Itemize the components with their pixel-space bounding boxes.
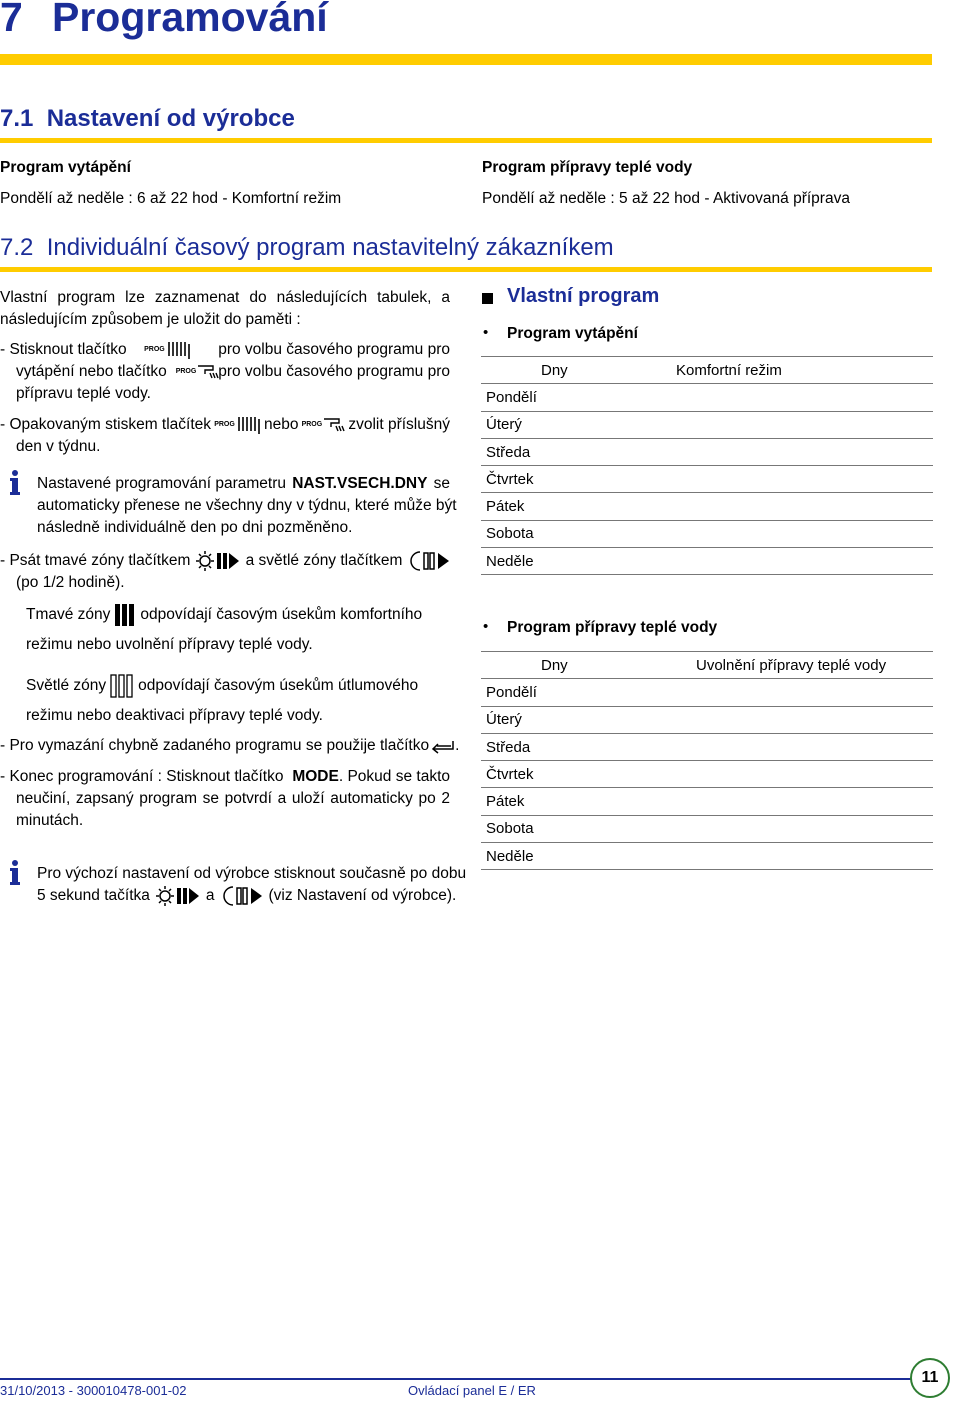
table-row [481, 493, 933, 520]
text: se [433, 475, 450, 492]
table-row [481, 815, 933, 842]
step-3-line-2: (po 1/2 hodině). [16, 574, 125, 591]
table-header-day: Dny [536, 357, 671, 384]
section-title: Individuální časový program nastavitelný zákazníkem [46, 234, 614, 261]
moon-light-zone-button-icon [408, 550, 450, 572]
footer-line [0, 1378, 918, 1380]
step-5-line-2: neučiní, zapsaný program se potvrdí a uloží automaticky po 2 [16, 790, 450, 807]
prog-label: PROG [214, 421, 235, 428]
table-row [481, 438, 933, 465]
intro-line-2: následujícím způsobem je uložit do paměti : [0, 311, 301, 328]
moon-light-zone-button-icon [221, 885, 263, 907]
prog-label: PROG [301, 421, 323, 428]
table-row [481, 548, 933, 575]
radiator-icon [167, 340, 191, 360]
text: - Opakovaným stiskem tlačítek [0, 416, 212, 433]
prog-heating-button-icon [214, 414, 261, 436]
square-bullet-icon [482, 293, 493, 304]
prog-label: PROG [175, 368, 197, 375]
step-4-line [0, 735, 459, 757]
day-cell[interactable]: Čtvrtek [481, 761, 933, 788]
text: zvolit příslušný [348, 416, 450, 433]
dark-zones-line-1 [26, 603, 422, 627]
dark-zones-line-2: režimu nebo uvolnění přípravy teplé vody. [26, 636, 313, 653]
step-2-line-1 [0, 414, 450, 436]
footer-doc-ref: 31/10/2013 - 300010478-001-02 [0, 1383, 187, 1398]
light-zone-bars-icon [110, 674, 134, 698]
step-2-line-2: den v týdnu. [16, 438, 101, 455]
section-number: 7.1 [0, 105, 34, 132]
note-1-line-3: následně individuálně den po dni pozměněno. [37, 519, 353, 536]
day-cell[interactable]: Sobota [481, 520, 933, 547]
note-2-line-2 [37, 885, 456, 907]
text: Světlé zóny [26, 677, 107, 694]
heating-schedule-table [481, 356, 933, 575]
note-2-line-1: Pro výchozí nastavení od výrobce stisknout současně po dobu [37, 865, 467, 882]
text: pro volbu časového programu pro [218, 341, 450, 358]
tap-icon [323, 415, 345, 435]
day-cell[interactable]: Úterý [481, 411, 933, 438]
text: pro volbu časového programu pro [218, 363, 450, 380]
text: - Psát tmavé zóny tlačítkem [0, 552, 191, 569]
dhw-schedule-table [481, 651, 933, 870]
text: - Stisknout tlačítko [0, 341, 127, 358]
text: . [455, 737, 460, 754]
day-cell[interactable]: Pondělí [481, 384, 933, 411]
chapter-title: Programování [52, 0, 328, 40]
bullet-icon: • [483, 324, 489, 341]
table-row [481, 733, 933, 760]
chapter-number: 7 [0, 0, 23, 40]
section-number: 7.2 [0, 234, 34, 261]
chapter-heading [0, 0, 328, 41]
sun-dark-zone-button-icon [156, 885, 200, 907]
day-cell[interactable]: Sobota [481, 815, 933, 842]
factory-heating-text: Pondělí až neděle : 6 až 22 hod - Komfortní režim [0, 190, 342, 207]
table-header-row [481, 652, 933, 679]
text: (viz Nastavení od výrobce). [268, 887, 457, 904]
day-cell[interactable]: Pátek [481, 788, 933, 815]
prog-heating-button-icon [144, 339, 191, 361]
day-cell[interactable]: Středa [481, 438, 933, 465]
text: vytápění nebo tlačítko [16, 363, 167, 380]
text: a [205, 887, 215, 904]
step-1-line-2 [16, 361, 450, 383]
text: nebo [263, 416, 299, 433]
text: odpovídají časovým úsekům útlumového [138, 677, 419, 694]
day-cell[interactable]: Neděle [481, 548, 933, 575]
return-erase-icon [429, 738, 455, 754]
light-zones-line-2: režimu nebo deaktivaci přípravy teplé vody. [26, 707, 323, 724]
chapter-accent-bar [0, 54, 932, 65]
light-zones-line-1 [26, 674, 418, 698]
prog-dhw-button-icon [176, 361, 220, 383]
heating-table-title: Program vytápění [507, 325, 638, 342]
table-header-row [481, 357, 933, 384]
table-row [481, 466, 933, 493]
table-row [481, 843, 933, 870]
table-row [481, 706, 933, 733]
section-accent-bar [0, 267, 932, 272]
step-1-line-3: přípravu teplé vody. [16, 385, 151, 402]
note-1-line-2: automaticky přenese ne všechny dny v týdnu, které může být [37, 497, 457, 514]
parameter-name: NAST.VSECH.DNY [292, 475, 428, 492]
section-7-2-heading [0, 234, 614, 262]
step-5-line-3: minutách. [16, 812, 84, 829]
info-icon [8, 860, 22, 891]
factory-dhw-text: Pondělí až neděle : 5 až 22 hod - Aktivovaná příprava [482, 190, 850, 207]
bullet-icon: • [483, 618, 489, 635]
radiator-icon [237, 415, 261, 435]
section-7-1-heading [0, 105, 295, 133]
text: Tmavé zóny [26, 606, 111, 623]
own-program-title: Vlastní program [507, 285, 660, 307]
table-row [481, 411, 933, 438]
table-header-spacer [481, 652, 536, 679]
text: odpovídají časovým úsekům komfortního [140, 606, 423, 623]
info-icon [8, 470, 22, 501]
prog-dhw-button-icon [302, 414, 346, 436]
table-row [481, 384, 933, 411]
table-row [481, 761, 933, 788]
dark-zone-bars-icon [114, 603, 136, 627]
text: Nastavené programování parametru [37, 475, 286, 492]
step-3-line-1 [0, 550, 450, 572]
section-title: Nastavení od výrobce [46, 105, 295, 132]
text: - Konec programování : Stisknout tlačítko [0, 768, 284, 785]
text: - Pro vymazání chybně zadaného programu se použije tlačítko [0, 737, 430, 754]
step-5-line-1 [0, 766, 450, 788]
factory-heating-title: Program vytápění [0, 159, 131, 176]
table-row [481, 788, 933, 815]
intro-line-1: Vlastní program lze zaznamenat do následujících tabulek, a [0, 289, 450, 306]
day-cell[interactable]: Pondělí [481, 679, 933, 706]
day-cell[interactable]: Čtvrtek [481, 466, 933, 493]
day-cell[interactable]: Neděle [481, 843, 933, 870]
tap-icon [197, 362, 219, 382]
section-accent-bar [0, 138, 932, 143]
day-cell[interactable]: Úterý [481, 706, 933, 733]
mode-label: MODE [292, 768, 339, 785]
table-header-spacer [481, 357, 536, 384]
note-1-line-1 [37, 473, 450, 495]
sun-dark-zone-button-icon [196, 550, 240, 572]
text: . Pokud se takto [338, 768, 450, 785]
factory-dhw-title: Program přípravy teplé vody [482, 159, 693, 176]
table-header-day: Dny [536, 652, 691, 679]
text: 5 sekund tačítka [37, 887, 150, 904]
page-number: 11 [910, 1358, 950, 1398]
step-1-line-1 [0, 339, 450, 361]
text: a světlé zóny tlačítkem [245, 552, 403, 569]
prog-label: PROG [144, 346, 165, 353]
dhw-table-title: Program přípravy teplé vody [507, 619, 718, 636]
table-row [481, 520, 933, 547]
table-row [481, 679, 933, 706]
day-cell[interactable]: Pátek [481, 493, 933, 520]
footer-title: Ovládací panel E / ER [408, 1383, 536, 1398]
day-cell[interactable]: Středa [481, 733, 933, 760]
table-header-value: Uvolnění přípravy teplé vody [691, 652, 933, 679]
table-header-value: Komfortní režim [671, 357, 933, 384]
